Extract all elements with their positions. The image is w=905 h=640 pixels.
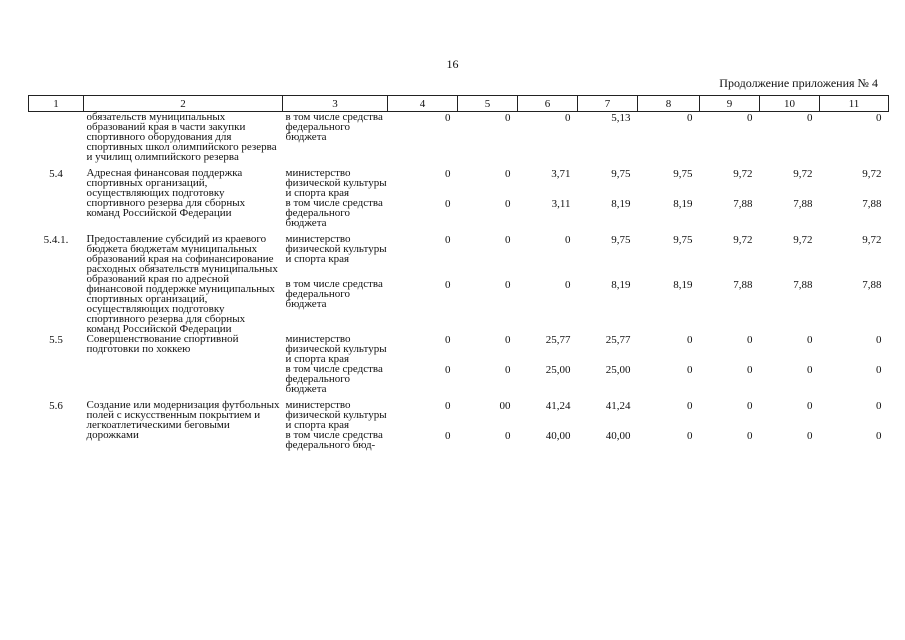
- value-cell: 0: [807, 112, 813, 124]
- table-row: [29, 334, 889, 364]
- item-code: 5.6: [49, 400, 63, 412]
- item-code: 5.5: [49, 334, 63, 346]
- value-cell: 0: [687, 364, 693, 376]
- value-cell: 9,75: [673, 234, 693, 246]
- funding-source: в том числе средства федерального бюджета: [285, 197, 383, 229]
- value-cell: 0: [565, 112, 571, 124]
- value-cell: 0: [687, 112, 693, 124]
- value-cell: 9,75: [611, 234, 631, 246]
- value-cell: 7,88: [793, 279, 813, 292]
- value-cell: 25,00: [545, 364, 571, 376]
- value-cell: 9,72: [793, 234, 813, 246]
- value-cell: 0: [687, 400, 693, 412]
- column-header: 1: [29, 96, 84, 112]
- item-code: 5.4.1.: [43, 234, 69, 246]
- value-cell: 0: [876, 334, 882, 346]
- item-name: Совершенствование спортивной подготовки по хоккею: [86, 333, 239, 355]
- funding-source: министерство физической культуры и спорта края: [285, 333, 387, 365]
- column-header: 4: [388, 96, 458, 112]
- value-cell: 7,88: [733, 198, 753, 210]
- value-cell: 0: [445, 112, 451, 124]
- value-cell: 0: [807, 364, 813, 376]
- item-name: Создание или модернизация футбольных полей с искусственным покрытием и легкоатлетическими беговыми дорожками: [86, 399, 280, 441]
- column-header: 9: [700, 96, 760, 112]
- value-cell: 7,88: [862, 279, 882, 292]
- value-cell: 8,19: [673, 279, 693, 292]
- funding-source: в том числе средства федерального бюджета: [285, 363, 383, 395]
- value-cell: 3,71: [551, 168, 571, 180]
- funding-source: в том числе средства федерального бюд-: [285, 429, 383, 451]
- value-cell: 7,88: [862, 198, 882, 210]
- item-code: 5.4: [49, 168, 63, 180]
- budget-table: [28, 95, 889, 456]
- column-header: 7: [578, 96, 638, 112]
- value-cell: 0: [445, 334, 451, 346]
- value-cell: 9,72: [793, 168, 813, 180]
- value-cell: 0: [747, 364, 753, 376]
- value-cell: 9,75: [611, 168, 631, 180]
- value-cell: 0: [445, 168, 451, 180]
- column-header-row: [29, 96, 889, 112]
- value-cell: 0: [445, 400, 451, 412]
- value-cell: 0: [445, 279, 451, 292]
- value-cell: 8,19: [611, 279, 631, 292]
- value-cell: 40,00: [545, 430, 571, 442]
- funding-source: в том числе средства федерального бюджета: [285, 278, 383, 311]
- appendix-caption: Продолжение приложения № 4: [719, 76, 878, 90]
- value-cell: 7,88: [793, 198, 813, 210]
- value-cell: 0: [445, 198, 451, 210]
- value-cell: 0: [747, 430, 753, 442]
- value-cell: 0: [505, 430, 511, 442]
- value-cell: 7,88: [733, 279, 753, 292]
- item-name: Адресная финансовая поддержка спортивных организаций, осуществляющих подготовку спортивного резерва для сборных команд Российской Федерации: [86, 167, 246, 219]
- value-cell: 0: [807, 400, 813, 412]
- value-cell: 8,19: [611, 198, 631, 210]
- funding-source: в том числе средства федерального бюджета: [285, 111, 383, 143]
- value-cell: 0: [565, 279, 571, 292]
- value-cell: 9,72: [733, 168, 753, 180]
- value-cell: 3,11: [551, 198, 571, 210]
- value-cell: 0: [687, 334, 693, 346]
- value-cell: 5,13: [611, 112, 631, 124]
- value-cell: 9,72: [862, 234, 882, 246]
- table-row: [29, 234, 889, 279]
- value-cell: 0: [445, 430, 451, 442]
- value-cell: 0: [505, 198, 511, 210]
- value-cell: 0: [807, 334, 813, 346]
- value-cell: 0: [876, 364, 882, 376]
- item-name: обязательств муниципальных образований края в части закупки спортивного оборудования для спортивных школ олимпийского резерва и училищ олимпийского резерва: [86, 111, 277, 163]
- value-cell: 0: [505, 364, 511, 376]
- value-cell: 0: [505, 234, 511, 246]
- column-header: 5: [458, 96, 518, 112]
- funding-source: министерство физической культуры и спорта края: [285, 167, 387, 199]
- column-header: 2: [84, 96, 283, 112]
- value-cell: 0: [807, 430, 813, 442]
- value-cell: 0: [687, 430, 693, 442]
- table-body: [29, 112, 889, 457]
- value-cell: 9,72: [862, 168, 882, 180]
- value-cell: 0: [445, 234, 451, 246]
- value-cell: 25,77: [605, 334, 631, 346]
- value-cell: 8,19: [673, 198, 693, 210]
- value-cell: 0: [876, 400, 882, 412]
- value-cell: 0: [876, 430, 882, 442]
- value-cell: 25,00: [605, 364, 631, 376]
- value-cell: 0: [747, 112, 753, 124]
- column-header: 6: [518, 96, 578, 112]
- value-cell: 0: [445, 364, 451, 376]
- value-cell: 9,75: [673, 168, 693, 180]
- value-cell: 0: [747, 334, 753, 346]
- value-cell: 0: [505, 334, 511, 346]
- value-cell: 9,72: [733, 234, 753, 246]
- value-cell: 0: [876, 112, 882, 124]
- page-number: 16: [446, 57, 459, 71]
- column-header: 3: [283, 96, 388, 112]
- value-cell: 0: [505, 279, 511, 292]
- value-cell: 0: [505, 168, 511, 180]
- value-cell: 41,24: [605, 400, 631, 412]
- value-cell: 40,00: [605, 430, 631, 442]
- value-cell: 25,77: [545, 334, 571, 346]
- table-row: [29, 400, 889, 430]
- value-cell: 41,24: [545, 400, 571, 412]
- column-header: 11: [820, 96, 889, 112]
- funding-source: министерство физической культуры и спорта края: [285, 399, 387, 431]
- table-row: [29, 112, 889, 169]
- column-header: 8: [638, 96, 700, 112]
- value-cell: 00: [499, 400, 511, 412]
- value-cell: 0: [505, 112, 511, 124]
- funding-source: министерство физической культуры и спорта края: [285, 233, 387, 265]
- column-header: 10: [760, 96, 820, 112]
- value-cell: 0: [565, 234, 571, 246]
- table-row: [29, 168, 889, 198]
- value-cell: 0: [747, 400, 753, 412]
- item-name: Предоставление субсидий из краевого бюджета бюджетам муниципальных образований края на софинансирование расходных обязательств муниципальных образований края по адресной финансовой поддержке муниципальных спортивных организаций, осуществляющих подготовку спортивного резерва для сборных команд Российской Федерации: [86, 233, 278, 335]
- item-code: [29, 112, 84, 169]
